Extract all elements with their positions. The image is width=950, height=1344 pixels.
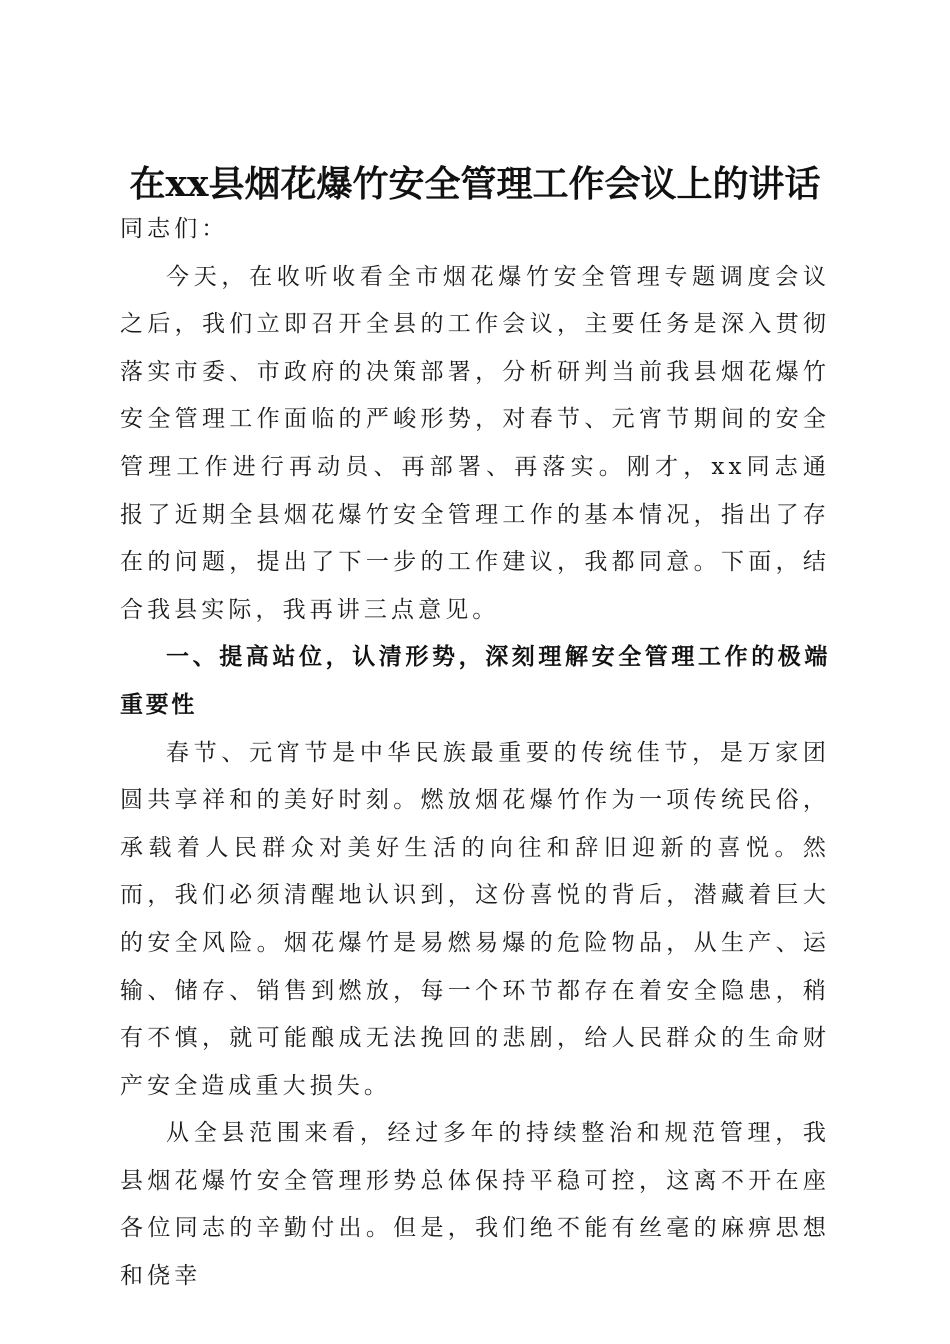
section1-paragraph-1: 春节、元宵节是中华民族最重要的传统佳节，是万家团圆共享祥和的美好时刻。燃放烟花爆竹作为一项传统民俗，承载着人民群众对美好生活的向往和辞旧迎新的喜悦。然而，我们必须清醒地认识到，这份喜悦的背后，潜藏着巨大的安全风险。烟花爆竹是易燃易爆的危险物品，从生产、运输、储存、销售到燃放，每一个环节都存在着安全隐患，稍有不慎，就可能酿成无法挽回的悲剧，给人民群众的生命财产安全造成重大损失。 [120, 739, 830, 1099]
intro-paragraph: 今天，在收听收看全市烟花爆竹安全管理专题调度会议之后，我们立即召开全县的工作会议，主要任务是深入贯彻落实市委、市政府的决策部署，分析研判当前我县烟花爆竹安全管理工作面临的严峻形势，对春节、元宵节期间的安全管理工作进行再动员、再部署、再落实。刚才，xx同志通报了近期全县烟花爆竹安全管理工作的基本情况，指出了存在的问题，提出了下一步的工作建议，我都同意。下面，结合我县实际，我再讲三点意见。 [120, 263, 830, 623]
document-body [120, 206, 830, 1301]
section-heading-1: 一、提高站位，认清形势，深刻理解安全管理工作的极端重要性 [120, 644, 830, 718]
section1-paragraph-2: 从全县范围来看，经过多年的持续整治和规范管理，我县烟花爆竹安全管理形势总体保持平稳可控，这离不开在座各位同志的辛勤付出。但是，我们绝不能有丝毫的麻痹思想和侥幸 [120, 1120, 830, 1290]
document-title: 在xx县烟花爆竹安全管理工作会议上的讲话 [129, 163, 821, 206]
salutation: 同志们： [120, 216, 229, 242]
